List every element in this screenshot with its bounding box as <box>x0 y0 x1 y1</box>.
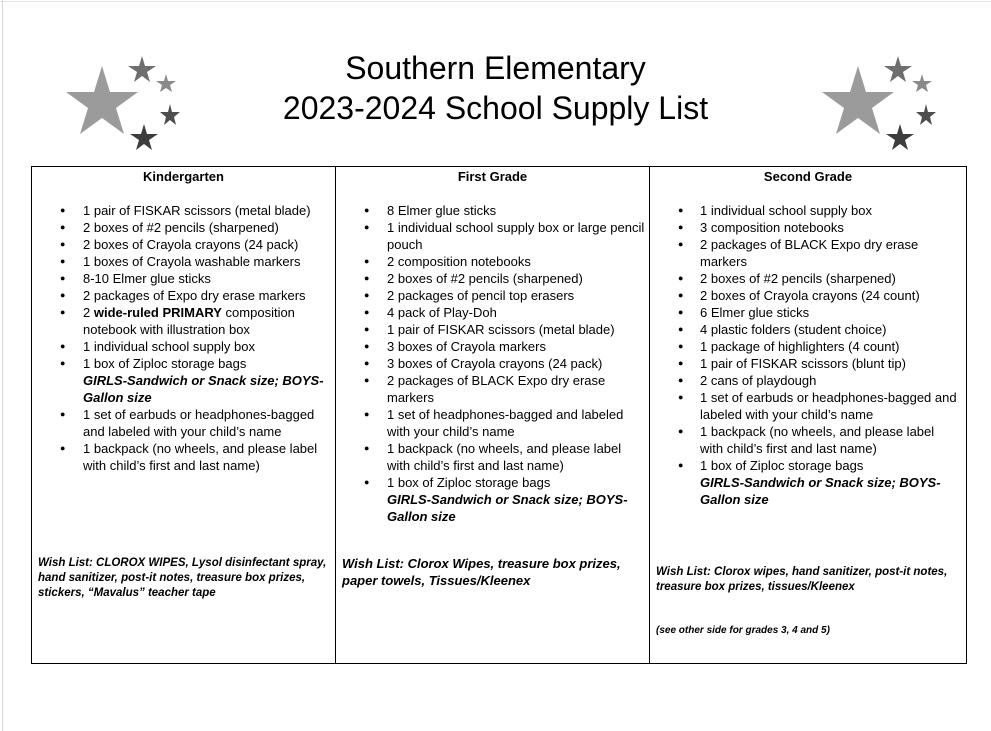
supply-item <box>336 287 649 304</box>
column-first-grade <box>336 167 650 663</box>
item-text: 1 backpack (no wheels, and please label with child’s first and last name) <box>387 441 622 473</box>
item-text: 4 plastic folders (student choice) <box>700 322 887 337</box>
item-text: 2 packages of BLACK Expo dry erase markers <box>700 237 919 269</box>
emphasis-text: wide-ruled PRIMARY <box>93 305 222 320</box>
item-text: 1 set of headphones-bagged and labeled with your child’s name <box>387 407 624 439</box>
item-text: composition notebook with illustration box <box>83 305 295 337</box>
item-text: 1 box of Ziploc storage bags <box>387 475 551 490</box>
document-title <box>0 48 991 128</box>
wish-list: Wish List: CLOROX WIPES, Lysol disinfectant spray, hand sanitizer, post-it notes, treasure box prizes, stickers, “Mavalus” teacher tape <box>38 557 327 599</box>
list-title: 2023-2024 School Supply List <box>282 90 709 126</box>
item-text: 2 boxes of Crayola crayons (24 count) <box>700 288 920 303</box>
supply-item <box>32 440 335 474</box>
column-kindergarten <box>32 167 336 663</box>
supply-list <box>32 202 335 474</box>
supply-item <box>336 338 649 355</box>
supply-table <box>31 166 967 664</box>
item-text: 1 backpack (no wheels, and please label with child’s first and last name) <box>83 441 318 473</box>
item-text: 2 packages of BLACK Expo dry erase markers <box>387 373 606 405</box>
wish-list: Wish List: Clorox wipes, hand sanitizer, post-it notes, treasure box prizes, tissues/Kleenex <box>656 566 948 593</box>
supply-list <box>336 202 649 525</box>
school-name: Southern Elementary <box>345 50 646 86</box>
supply-item <box>336 270 649 287</box>
supply-item <box>32 219 335 236</box>
item-text: 2 boxes of Crayola crayons (24 pack) <box>83 237 299 252</box>
item-text: 1 boxes of Crayola washable markers <box>83 254 301 269</box>
item-text: 1 box of Ziploc storage bags <box>700 458 864 473</box>
item-text: 1 package of highlighters (4 count) <box>700 339 900 354</box>
item-text: 1 individual school supply box or large pencil pouch <box>387 220 645 252</box>
supply-item <box>32 270 335 287</box>
see-other-side-note: (see other side for grades 3, 4 and 5) <box>656 625 830 636</box>
supply-item <box>650 321 966 338</box>
item-text: 8-10 Elmer glue sticks <box>83 271 211 286</box>
item-note: GIRLS-Sandwich or Snack size; BOYS-Gallon size <box>83 373 324 405</box>
item-text: 2 boxes of #2 pencils (sharpened) <box>387 271 583 286</box>
supply-item <box>32 338 335 355</box>
item-note: GIRLS-Sandwich or Snack size; BOYS-Gallon size <box>700 475 941 507</box>
supply-item <box>336 202 649 219</box>
item-text: 1 set of earbuds or headphones-bagged and labeled with your child’s name <box>83 407 315 439</box>
supply-item <box>650 355 966 372</box>
supply-item <box>32 236 335 253</box>
supply-item <box>336 440 649 474</box>
supply-item <box>650 338 966 355</box>
supply-item <box>650 372 966 389</box>
item-text: 1 set of earbuds or headphones-bagged and labeled with your child’s name <box>700 390 957 422</box>
supply-item <box>32 253 335 270</box>
item-text: 1 pair of FISKAR scissors (metal blade) <box>83 203 311 218</box>
item-text: 6 Elmer glue sticks <box>700 305 810 320</box>
item-text: 2 packages of pencil top erasers <box>387 288 575 303</box>
item-text: 2 <box>83 305 94 320</box>
supply-item <box>336 321 649 338</box>
item-text: 1 pair of FISKAR scissors (blunt tip) <box>700 356 906 371</box>
item-text: 2 packages of Expo dry erase markers <box>83 288 306 303</box>
supply-item <box>336 219 649 253</box>
supply-item <box>32 304 335 338</box>
item-text: 1 backpack (no wheels, and please label with child’s first and last name) <box>700 424 935 456</box>
item-text: 2 composition notebooks <box>387 254 531 269</box>
column-heading: First Grade <box>457 169 528 184</box>
supply-item <box>650 236 966 270</box>
supply-item <box>336 474 649 525</box>
item-text: 2 boxes of #2 pencils (sharpened) <box>700 271 896 286</box>
wish-list: Wish List: Clorox Wipes, treasure box prizes, paper towels, Tissues/Kleenex <box>342 556 621 588</box>
supply-item <box>650 202 966 219</box>
supply-item <box>32 355 335 406</box>
supply-item <box>32 202 335 219</box>
supply-item <box>650 457 966 508</box>
supply-item <box>336 304 649 321</box>
supply-item <box>650 219 966 236</box>
item-text: 3 boxes of Crayola markers <box>387 339 546 354</box>
item-text: 1 individual school supply box <box>83 339 255 354</box>
item-text: 1 individual school supply box <box>700 203 872 218</box>
supply-item <box>650 287 966 304</box>
supply-item <box>336 355 649 372</box>
supply-item <box>650 270 966 287</box>
item-note: GIRLS-Sandwich or Snack size; BOYS-Gallon size <box>387 492 628 524</box>
column-heading: Second Grade <box>763 169 853 184</box>
column-second-grade <box>650 167 966 663</box>
supply-item <box>336 253 649 270</box>
supply-item <box>32 406 335 440</box>
item-text: 8 Elmer glue sticks <box>387 203 497 218</box>
supply-item <box>32 287 335 304</box>
supply-item <box>336 406 649 440</box>
page-top-edge <box>0 1 991 2</box>
item-text: 2 boxes of #2 pencils (sharpened) <box>83 220 279 235</box>
supply-list <box>650 202 966 508</box>
supply-item <box>650 389 966 423</box>
column-heading: Kindergarten <box>143 169 224 184</box>
supply-item <box>336 372 649 406</box>
item-text: 1 box of Ziploc storage bags <box>83 356 247 371</box>
item-text: 2 cans of playdough <box>700 373 817 388</box>
supply-item <box>650 304 966 321</box>
supply-item <box>650 423 966 457</box>
item-text: 3 boxes of Crayola crayons (24 pack) <box>387 356 603 371</box>
item-text: 1 pair of FISKAR scissors (metal blade) <box>387 322 615 337</box>
item-text: 4 pack of Play-Doh <box>387 305 497 320</box>
item-text: 3 composition notebooks <box>700 220 844 235</box>
